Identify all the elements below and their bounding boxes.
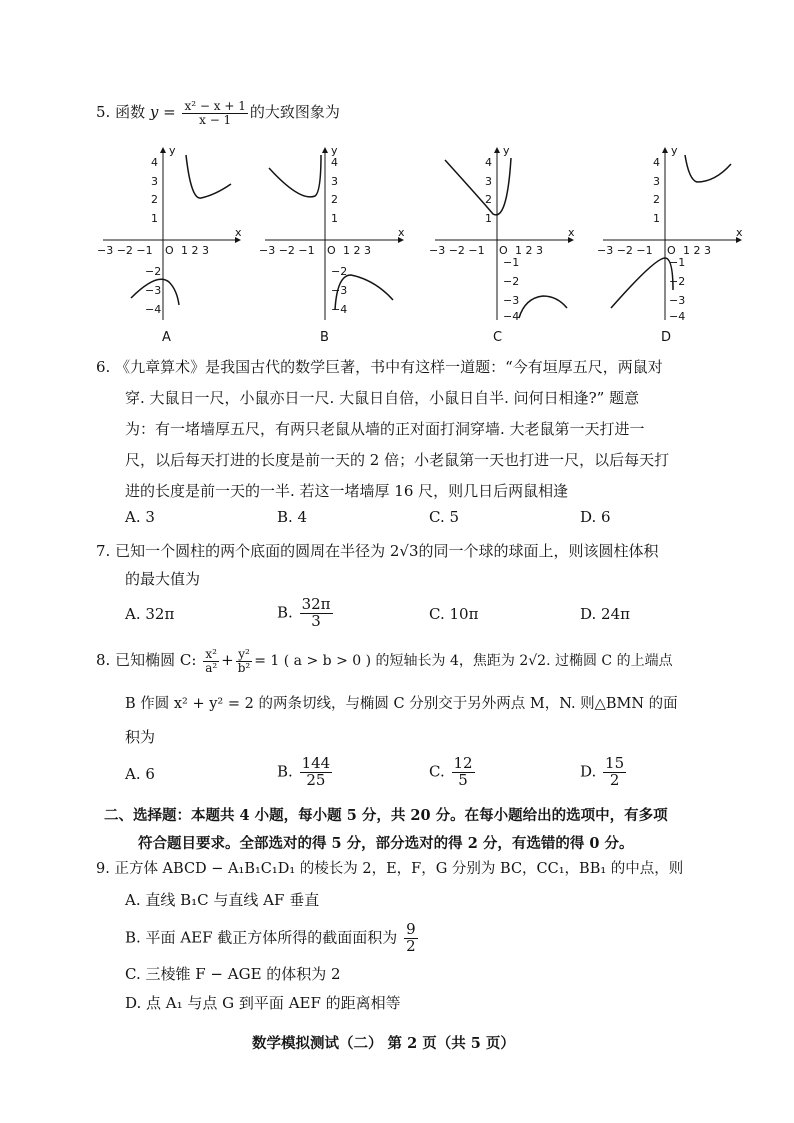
q8-option-b-den: 25 bbox=[306, 770, 326, 789]
q6-option-b: B. 4 bbox=[277, 508, 308, 526]
q8-frac-x-num: x² bbox=[203, 648, 219, 662]
q5-fraction bbox=[182, 100, 247, 126]
graph-b-label: B bbox=[320, 330, 329, 345]
q8-option-b bbox=[277, 756, 334, 789]
q8-option-d-den: 2 bbox=[609, 770, 620, 789]
q7-option-c: C. 10π bbox=[429, 605, 479, 623]
q5-stem bbox=[96, 100, 340, 126]
svg-text:−3: −3 bbox=[331, 284, 348, 297]
svg-text:−4: −4 bbox=[669, 310, 686, 323]
svg-text:y: y bbox=[331, 144, 338, 157]
graph-a-label: A bbox=[162, 330, 171, 345]
page-footer: 数学模拟测试（二） 第 2 页（共 5 页） bbox=[252, 1035, 515, 1052]
q7-option-b-fraction bbox=[300, 597, 333, 630]
graph-b bbox=[259, 144, 405, 320]
svg-text:−3 −2 −1: −3 −2 −1 bbox=[259, 244, 315, 257]
q8-plus: + bbox=[221, 651, 234, 670]
q9-option-b-den: 2 bbox=[406, 936, 416, 955]
q9-option-d: D. 点 A₁ 与点 G 到平面 AEF 的距离相等 bbox=[125, 994, 401, 1012]
svg-text:3: 3 bbox=[485, 175, 492, 188]
svg-text:1 2 3: 1 2 3 bbox=[515, 244, 543, 257]
q6-line-2: 穿. 大鼠日一尺，小鼠亦日一尺. 大鼠日自倍，小鼠日自半. 问何日相逢?” 题意 bbox=[125, 389, 640, 407]
svg-text:x: x bbox=[398, 226, 405, 239]
svg-text:O: O bbox=[165, 244, 174, 257]
svg-text:y: y bbox=[671, 144, 678, 157]
q8-number: 8. bbox=[96, 651, 111, 670]
q7-option-a: A. 32π bbox=[125, 605, 175, 623]
svg-text:4: 4 bbox=[485, 156, 492, 169]
q7-option-b bbox=[277, 597, 335, 630]
q7-option-b-label: B. bbox=[277, 603, 293, 622]
q5-frac-num: x² − x + 1 bbox=[184, 99, 246, 113]
svg-text:−3: −3 bbox=[145, 284, 162, 297]
svg-text:1: 1 bbox=[331, 212, 338, 225]
q8-option-d-fraction bbox=[603, 756, 626, 789]
q8-option-b-num: 144 bbox=[301, 754, 331, 772]
svg-text:2: 2 bbox=[653, 193, 660, 206]
q8-option-d bbox=[580, 756, 628, 789]
section-2-heading-cont: 符合题目要求。全部选对的得 5 分，部分选对的得 2 分，有选错的得 0 分。 bbox=[138, 835, 634, 852]
q9-option-c: C. 三棱锥 F − AGE 的体积为 2 bbox=[125, 965, 341, 983]
q5-stem-prefix: 函数 bbox=[115, 103, 146, 122]
q8-option-c-den: 5 bbox=[458, 770, 468, 789]
svg-text:−3: −3 bbox=[503, 294, 520, 307]
q8-frac-y-num: y² bbox=[236, 648, 253, 662]
svg-text:1: 1 bbox=[151, 212, 158, 225]
svg-text:3: 3 bbox=[331, 175, 338, 188]
svg-text:−2: −2 bbox=[145, 265, 162, 278]
graph-d bbox=[597, 144, 743, 323]
svg-text:O: O bbox=[667, 244, 676, 257]
q8-frac-x bbox=[203, 648, 219, 674]
svg-text:3: 3 bbox=[653, 175, 660, 188]
svg-text:−3 −2 −1: −3 −2 −1 bbox=[97, 244, 153, 257]
graph-c bbox=[429, 144, 575, 323]
graph-c-label: C bbox=[493, 330, 503, 345]
svg-text:4: 4 bbox=[331, 156, 338, 169]
q8-line-1 bbox=[96, 648, 673, 674]
svg-text:−4: −4 bbox=[145, 303, 162, 316]
q6-text-1: 《九章算术》是我国古代的数学巨著，书中有这样一道题：“今有垣厚五尺，两鼠对 bbox=[115, 358, 663, 376]
svg-text:O: O bbox=[327, 244, 336, 257]
svg-text:−2: −2 bbox=[669, 275, 686, 288]
q5-frac-den: x − 1 bbox=[199, 112, 232, 127]
svg-text:−3 −2 −1: −3 −2 −1 bbox=[597, 244, 653, 257]
q8-frac-y-den: b² bbox=[237, 660, 251, 675]
q8-option-c bbox=[429, 756, 477, 789]
svg-text:4: 4 bbox=[653, 156, 660, 169]
q8-line-3: 积为 bbox=[125, 728, 156, 746]
svg-text:x: x bbox=[568, 226, 575, 239]
q7-text-1a: 已知一个圆柱的两个底面的圆周在半径为 2 bbox=[115, 542, 400, 560]
q7-text-1b: 的同一个球的球面上，则该圆柱体积 bbox=[418, 542, 659, 560]
q7-line-1 bbox=[96, 544, 659, 559]
q6-line-3: 为：有一堵墙厚五尺，有两只老鼠从墙的正对面打洞穿墙. 大老鼠第一天打进一 bbox=[125, 420, 645, 438]
q7-line-2: 的最大值为 bbox=[125, 570, 201, 588]
q8-option-b-fraction bbox=[300, 756, 333, 789]
svg-text:−2: −2 bbox=[331, 265, 348, 278]
q8-frac-x-den: a² bbox=[205, 660, 218, 675]
q8-option-c-fraction bbox=[452, 756, 475, 789]
svg-text:3: 3 bbox=[151, 175, 158, 188]
q9-option-b-num: 9 bbox=[406, 920, 416, 938]
q6-option-d: D. 6 bbox=[580, 508, 611, 526]
q6-option-a: A. 3 bbox=[125, 508, 155, 526]
q9-option-a: A. 直线 B₁C 与直线 AF 垂直 bbox=[125, 891, 320, 909]
q9-number: 9. bbox=[96, 861, 110, 877]
svg-text:2: 2 bbox=[485, 193, 492, 206]
svg-text:−2: −2 bbox=[503, 275, 520, 288]
svg-text:1: 1 bbox=[485, 212, 492, 225]
q8-option-a: A. 6 bbox=[125, 765, 155, 783]
q7-sqrt: √3 bbox=[399, 542, 419, 560]
svg-text:1: 1 bbox=[653, 212, 660, 225]
q9-option-b-fraction bbox=[404, 922, 418, 955]
svg-text:4: 4 bbox=[151, 156, 158, 169]
svg-text:O: O bbox=[499, 244, 508, 257]
svg-text:y: y bbox=[169, 144, 176, 157]
q5-y-eq: y = bbox=[149, 103, 176, 122]
q5-number: 5. bbox=[96, 103, 111, 122]
svg-text:x: x bbox=[736, 226, 743, 239]
svg-text:−1: −1 bbox=[503, 256, 520, 269]
q7-number: 7. bbox=[96, 542, 111, 560]
q9-stem-text: 正方体 ABCD − A₁B₁C₁D₁ 的棱长为 2，E，F，G 分别为 BC，CC₁，BB₁ 的中点，则 bbox=[114, 861, 684, 877]
q6-line-4: 尺，以后每天打进的长度是前一天的 2 倍；小老鼠第一天也打进一尺，以后每天打 bbox=[125, 451, 670, 469]
q6-line-5: 进的长度是前一天的一半. 若这一堵墙厚 16 尺，则几日后两鼠相逢 bbox=[125, 482, 569, 500]
q8-option-c-label: C. bbox=[429, 762, 445, 781]
graph-a bbox=[97, 144, 242, 320]
svg-text:−4: −4 bbox=[331, 303, 348, 316]
q7-option-d: D. 24π bbox=[580, 605, 630, 623]
svg-text:1 2 3: 1 2 3 bbox=[343, 244, 371, 257]
q8-option-b-label: B. bbox=[277, 762, 293, 781]
svg-text:2: 2 bbox=[151, 193, 158, 206]
section-2-heading: 二、选择题：本题共 4 小题，每小题 5 分，共 20 分。在每小题给出的选项中，有多项 bbox=[104, 807, 668, 824]
q9-stem bbox=[96, 862, 683, 877]
svg-text:1 2 3: 1 2 3 bbox=[181, 244, 209, 257]
q8-frac-y bbox=[236, 648, 253, 674]
svg-text:−3 −2 −1: −3 −2 −1 bbox=[429, 244, 485, 257]
svg-text:1 2 3: 1 2 3 bbox=[683, 244, 711, 257]
q8-option-d-num: 15 bbox=[605, 754, 625, 772]
svg-text:−3: −3 bbox=[669, 294, 686, 307]
q8-text-1a: 已知椭圆 C: bbox=[115, 651, 197, 670]
svg-text:x: x bbox=[235, 226, 242, 239]
q8-option-c-num: 12 bbox=[453, 754, 473, 772]
svg-text:−4: −4 bbox=[503, 310, 520, 323]
q8-option-d-label: D. bbox=[580, 762, 597, 781]
q5-graphs bbox=[95, 140, 745, 330]
q7-option-b-den: 3 bbox=[311, 611, 321, 630]
q8-text-1b: = 1 ( a > b > 0 ) 的短轴长为 4，焦距为 2√2. 过椭圆 C 的上端点 bbox=[254, 653, 673, 670]
svg-text:−1: −1 bbox=[669, 256, 686, 269]
q9-option-b-text: B. 平面 AEF 截正方体所得的截面面积为 bbox=[125, 928, 398, 947]
q6-number: 6. bbox=[96, 358, 111, 376]
svg-text:y: y bbox=[503, 144, 510, 157]
q6-option-c: C. 5 bbox=[429, 508, 460, 526]
q8-line-2: B 作圆 x² + y² = 2 的两条切线，与椭圆 C 分别交于另外两点 M，N. 则△BMN 的面 bbox=[125, 696, 678, 712]
graph-d-label: D bbox=[661, 330, 672, 345]
q5-stem-suffix: 的大致图象为 bbox=[249, 103, 340, 122]
q7-option-b-num: 32π bbox=[301, 595, 331, 613]
svg-text:2: 2 bbox=[331, 193, 338, 206]
q9-option-b bbox=[125, 922, 420, 955]
q6-line-1 bbox=[96, 360, 663, 375]
